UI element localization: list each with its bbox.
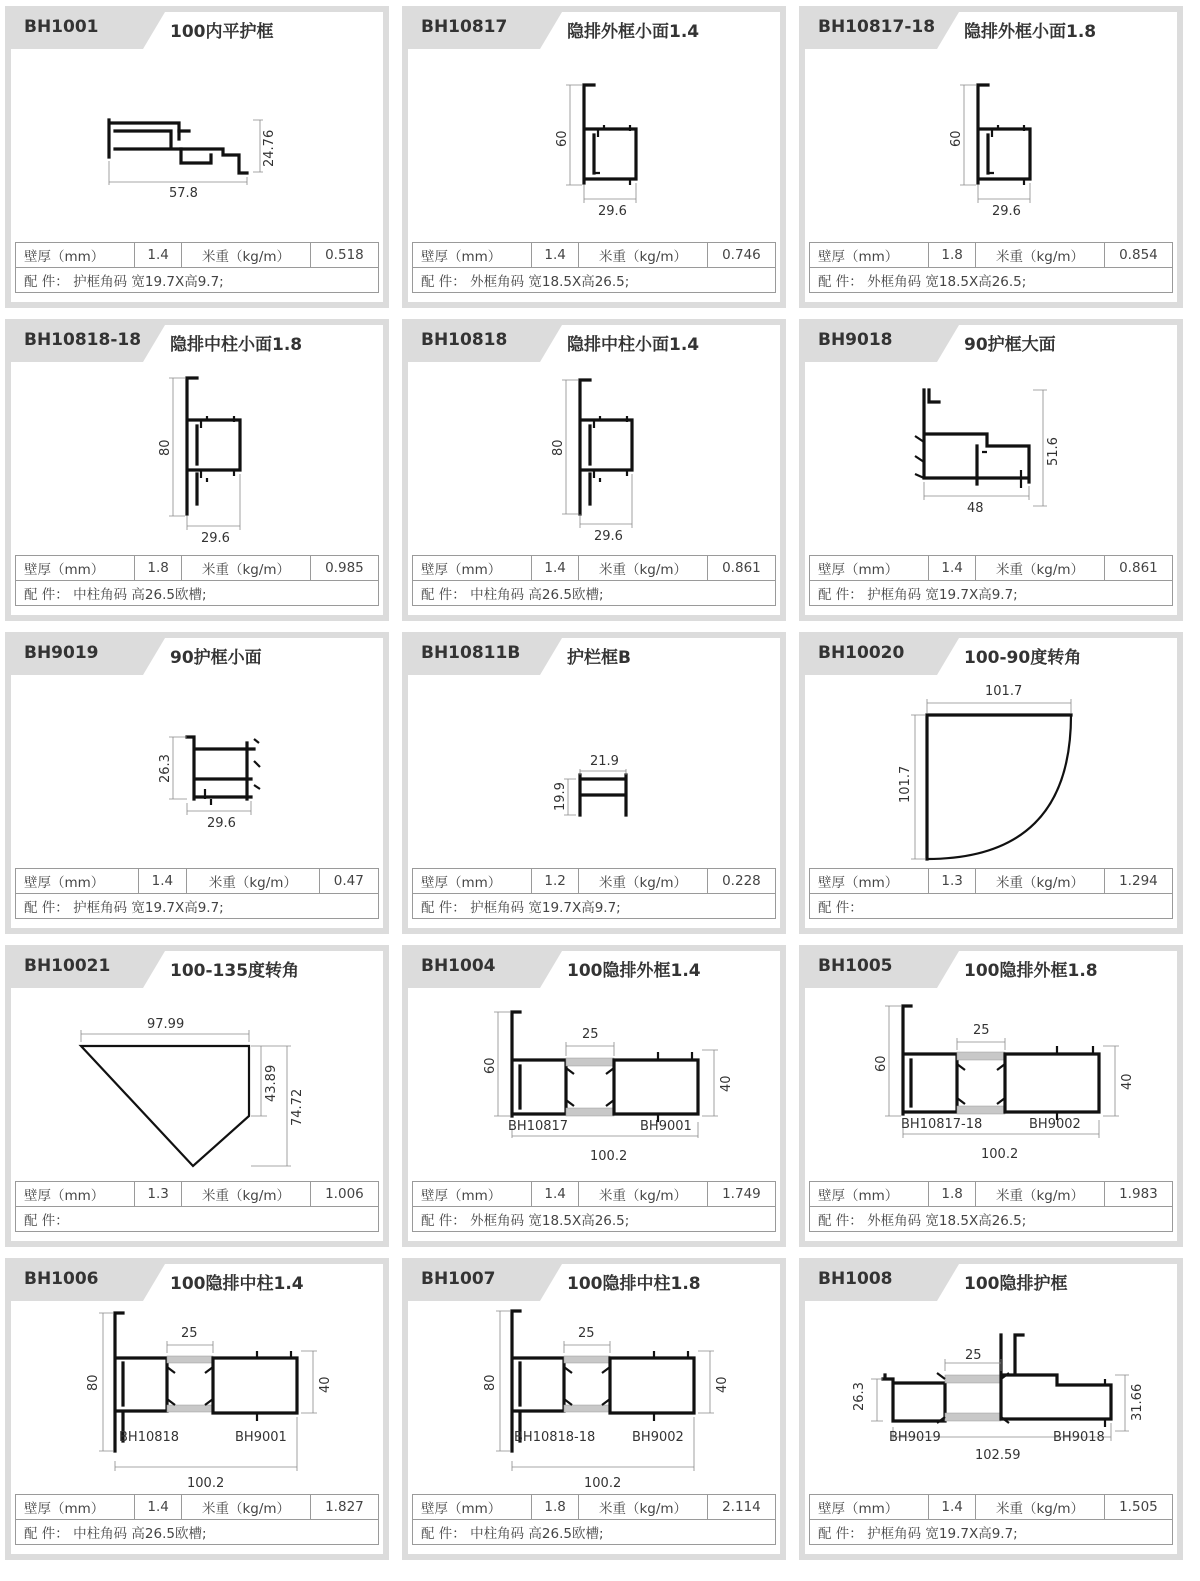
wall-thickness: 1.4	[138, 869, 187, 894]
svg-text:80: 80	[483, 1374, 498, 1391]
svg-text:102.59: 102.59	[975, 1448, 1021, 1463]
meter-weight: 0.854	[1104, 243, 1172, 268]
spec-table: 壁厚（mm） 1.2 米重（kg/m） 0.228 配 件： 护框角码 宽19.7X高9.7;	[412, 868, 776, 919]
product-card	[402, 632, 786, 934]
accessory: 护框角码 宽19.7X高9.7;	[73, 274, 224, 290]
spec-table: 壁厚（mm） 1.4 米重（kg/m） 0.861 配 件： 护框角码 宽19.7X高9.7;	[809, 555, 1173, 606]
svg-text:51.6: 51.6	[1046, 437, 1061, 466]
product-code: BH10817	[421, 17, 508, 37]
svg-text:BH9018: BH9018	[1053, 1430, 1105, 1445]
product-name: 100-135度转角	[170, 961, 300, 981]
svg-text:BH9001: BH9001	[640, 1119, 692, 1134]
product-card	[799, 632, 1183, 934]
spec-table: 壁厚（mm） 1.4 米重（kg/m） 0.861 配 件： 中柱角码 高26.5欧槽;	[412, 555, 776, 606]
product-card	[5, 6, 389, 308]
accessory: 护框角码 宽19.7X高9.7;	[73, 900, 224, 916]
product-code: BH1001	[24, 17, 99, 37]
profile-drawing	[408, 362, 780, 554]
svg-text:BH10817: BH10817	[508, 1119, 569, 1134]
product-card	[799, 1258, 1183, 1560]
profile-drawing	[11, 49, 383, 241]
meter-weight: 1.294	[1104, 869, 1172, 894]
svg-text:43.89: 43.89	[264, 1064, 279, 1102]
product-card	[5, 319, 389, 621]
profile-drawing	[408, 49, 780, 241]
svg-text:BH10817-18: BH10817-18	[901, 1117, 983, 1132]
accessory: 中柱角码 高26.5欧槽;	[73, 1526, 207, 1542]
wall-thickness: 1.4	[929, 556, 976, 581]
spec-table: 壁厚（mm） 1.4 米重（kg/m） 1.827 配 件： 中柱角码 高26.5欧槽;	[15, 1494, 379, 1545]
spec-table: 壁厚（mm） 1.3 米重（kg/m） 1.294 配 件：	[809, 868, 1173, 919]
spec-table: 壁厚（mm） 1.8 米重（kg/m） 0.854 配 件： 外框角码 宽18.5X高26.5;	[809, 242, 1173, 293]
accessory: 护框角码 宽19.7X高9.7;	[867, 1526, 1018, 1542]
svg-text:74.72: 74.72	[290, 1088, 305, 1126]
wall-thickness: 1.8	[929, 243, 976, 268]
spec-table: 壁厚（mm） 1.4 米重（kg/m） 1.505 配 件： 护框角码 宽19.7X高9.7;	[809, 1494, 1173, 1545]
profile-drawing	[805, 362, 1177, 554]
profile-drawing	[11, 675, 383, 867]
accessory: 外框角码 宽18.5X高26.5;	[867, 274, 1027, 290]
svg-text:BH9002: BH9002	[632, 1430, 684, 1445]
spec-table: 壁厚（mm） 1.4 米重（kg/m） 0.746 配 件： 外框角码 宽18.5X高26.5;	[412, 242, 776, 293]
product-code: BH9019	[24, 643, 99, 663]
profile-drawing	[805, 675, 1177, 867]
meter-weight: 0.47	[319, 869, 378, 894]
accessory: 外框角码 宽18.5X高26.5;	[470, 1213, 630, 1229]
meter-weight: 0.518	[310, 243, 378, 268]
accessory: 护框角码 宽19.7X高9.7;	[867, 587, 1018, 603]
meter-weight: 1.827	[310, 1495, 378, 1520]
svg-text:19.9: 19.9	[553, 782, 568, 811]
product-card	[799, 319, 1183, 621]
svg-text:97.99: 97.99	[147, 1017, 185, 1032]
meter-weight: 0.861	[707, 556, 775, 581]
product-name: 90护框小面	[170, 648, 262, 668]
svg-text:60: 60	[874, 1055, 889, 1072]
product-card	[799, 945, 1183, 1247]
svg-text:25: 25	[582, 1027, 599, 1042]
wall-thickness: 1.4	[929, 1495, 976, 1520]
svg-text:80: 80	[158, 439, 173, 456]
svg-text:40: 40	[318, 1376, 333, 1393]
svg-text:100.2: 100.2	[981, 1147, 1019, 1162]
svg-text:100.2: 100.2	[590, 1149, 628, 1164]
product-name: 100内平护框	[170, 22, 274, 42]
svg-text:25: 25	[965, 1348, 982, 1363]
product-code: BH10818	[421, 330, 508, 350]
svg-text:40: 40	[719, 1075, 734, 1092]
product-card	[402, 945, 786, 1247]
product-name: 100隐排中柱1.8	[567, 1274, 701, 1294]
profile-drawing	[408, 1301, 780, 1493]
spec-table: 壁厚（mm） 1.4 米重（kg/m） 0.518 配 件： 护框角码 宽19.7X高9.7;	[15, 242, 379, 293]
spec-table: 壁厚（mm） 1.8 米重（kg/m） 1.983 配 件： 外框角码 宽18.5X高26.5;	[809, 1181, 1173, 1232]
wall-thickness: 1.2	[532, 869, 579, 894]
product-code: BH10818-18	[24, 330, 142, 350]
product-card	[5, 632, 389, 934]
svg-text:40: 40	[1120, 1073, 1135, 1090]
svg-text:26.3: 26.3	[852, 1382, 867, 1411]
product-card	[799, 6, 1183, 308]
meter-weight: 1.505	[1104, 1495, 1172, 1520]
product-name: 护栏框B	[567, 648, 631, 668]
svg-text:29.6: 29.6	[594, 529, 623, 544]
svg-text:BH10818-18: BH10818-18	[514, 1430, 596, 1445]
meter-weight: 1.983	[1104, 1182, 1172, 1207]
profile-drawing	[408, 988, 780, 1180]
profile-drawing	[805, 1301, 1177, 1493]
profile-drawing	[11, 988, 383, 1180]
product-name: 100-90度转角	[964, 648, 1082, 668]
svg-text:BH10818: BH10818	[119, 1430, 180, 1445]
profile-drawing	[805, 49, 1177, 241]
wall-thickness: 1.8	[929, 1182, 976, 1207]
svg-text:100.2: 100.2	[584, 1476, 622, 1491]
svg-text:26.3: 26.3	[158, 754, 173, 783]
product-name: 90护框大面	[964, 335, 1056, 355]
product-card	[402, 319, 786, 621]
product-code: BH10817-18	[818, 17, 936, 37]
profile-drawing	[11, 362, 383, 554]
meter-weight: 0.985	[310, 556, 378, 581]
wall-thickness: 1.4	[532, 1182, 579, 1207]
spec-table: 壁厚（mm） 1.4 米重（kg/m） 1.749 配 件： 外框角码 宽18.5X高26.5;	[412, 1181, 776, 1232]
product-name: 隐排外框小面1.4	[567, 22, 700, 42]
accessory: 中柱角码 高26.5欧槽;	[73, 587, 207, 603]
svg-text:101.7: 101.7	[898, 765, 913, 803]
meter-weight: 2.114	[707, 1495, 775, 1520]
svg-text:60: 60	[483, 1057, 498, 1074]
svg-text:25: 25	[973, 1023, 990, 1038]
product-name: 100隐排外框1.4	[567, 961, 701, 981]
wall-thickness: 1.8	[532, 1495, 579, 1520]
spec-table: 壁厚（mm） 1.4 米重（kg/m） 0.47 配 件： 护框角码 宽19.7X高9.7;	[15, 868, 379, 919]
wall-thickness: 1.4	[135, 1495, 182, 1520]
product-code: BH10020	[818, 643, 905, 663]
svg-text:48: 48	[967, 501, 984, 516]
product-code: BH10811B	[421, 643, 521, 663]
meter-weight: 1.006	[310, 1182, 378, 1207]
wall-thickness: 1.4	[135, 243, 182, 268]
wall-thickness: 1.3	[135, 1182, 182, 1207]
product-name: 隐排中柱小面1.8	[170, 335, 303, 355]
product-code: BH1007	[421, 1269, 496, 1289]
wall-thickness: 1.8	[135, 556, 182, 581]
product-card	[402, 1258, 786, 1560]
svg-text:29.6: 29.6	[201, 531, 230, 546]
product-code: BH1008	[818, 1269, 893, 1289]
svg-text:80: 80	[86, 1374, 101, 1391]
svg-text:60: 60	[949, 130, 964, 147]
svg-text:29.6: 29.6	[207, 816, 236, 831]
product-name: 100隐排护框	[964, 1274, 1068, 1294]
accessory: 外框角码 宽18.5X高26.5;	[867, 1213, 1027, 1229]
wall-thickness: 1.4	[532, 556, 579, 581]
product-name: 隐排外框小面1.8	[964, 22, 1097, 42]
svg-text:101.7: 101.7	[985, 684, 1023, 699]
accessory: 中柱角码 高26.5欧槽;	[470, 587, 604, 603]
spec-table: 壁厚（mm） 1.8 米重（kg/m） 2.114 配 件： 中柱角码 高26.5欧槽;	[412, 1494, 776, 1545]
product-code: BH1005	[818, 956, 893, 976]
svg-text:BH9002: BH9002	[1029, 1117, 1081, 1132]
svg-text:29.6: 29.6	[992, 204, 1021, 219]
svg-text:29.6: 29.6	[598, 204, 627, 219]
svg-text:31.66: 31.66	[1130, 1383, 1145, 1421]
profile-drawing	[805, 988, 1177, 1180]
svg-text:100.2: 100.2	[187, 1476, 225, 1491]
product-card	[402, 6, 786, 308]
product-code: BH1006	[24, 1269, 99, 1289]
svg-text:80: 80	[551, 439, 566, 456]
spec-table: 壁厚（mm） 1.8 米重（kg/m） 0.985 配 件： 中柱角码 高26.5欧槽;	[15, 555, 379, 606]
product-code: BH9018	[818, 330, 893, 350]
product-card	[5, 945, 389, 1247]
product-code: BH10021	[24, 956, 111, 976]
spec-table: 壁厚（mm） 1.3 米重（kg/m） 1.006 配 件：	[15, 1181, 379, 1232]
meter-weight: 0.228	[707, 869, 775, 894]
dim-height: 24.76	[262, 129, 277, 167]
product-card	[5, 1258, 389, 1560]
dim-width: 57.8	[169, 186, 198, 201]
product-name: 100隐排外框1.8	[964, 961, 1098, 981]
svg-text:BH9001: BH9001	[235, 1430, 287, 1445]
profile-drawing	[11, 1301, 383, 1493]
wall-thickness: 1.3	[929, 869, 976, 894]
svg-text:25: 25	[181, 1326, 198, 1341]
svg-text:21.9: 21.9	[590, 754, 619, 769]
product-code: BH1004	[421, 956, 496, 976]
product-name: 隐排中柱小面1.4	[567, 335, 700, 355]
accessory: 外框角码 宽18.5X高26.5;	[470, 274, 630, 290]
svg-text:25: 25	[578, 1326, 595, 1341]
meter-weight: 0.861	[1104, 556, 1172, 581]
wall-thickness: 1.4	[532, 243, 579, 268]
svg-text:BH9019: BH9019	[889, 1430, 941, 1445]
meter-weight: 0.746	[707, 243, 775, 268]
accessory: 中柱角码 高26.5欧槽;	[470, 1526, 604, 1542]
meter-weight: 1.749	[707, 1182, 775, 1207]
svg-text:40: 40	[715, 1376, 730, 1393]
product-name: 100隐排中柱1.4	[170, 1274, 304, 1294]
svg-text:60: 60	[555, 130, 570, 147]
profile-drawing	[408, 675, 780, 867]
accessory: 护框角码 宽19.7X高9.7;	[470, 900, 621, 916]
